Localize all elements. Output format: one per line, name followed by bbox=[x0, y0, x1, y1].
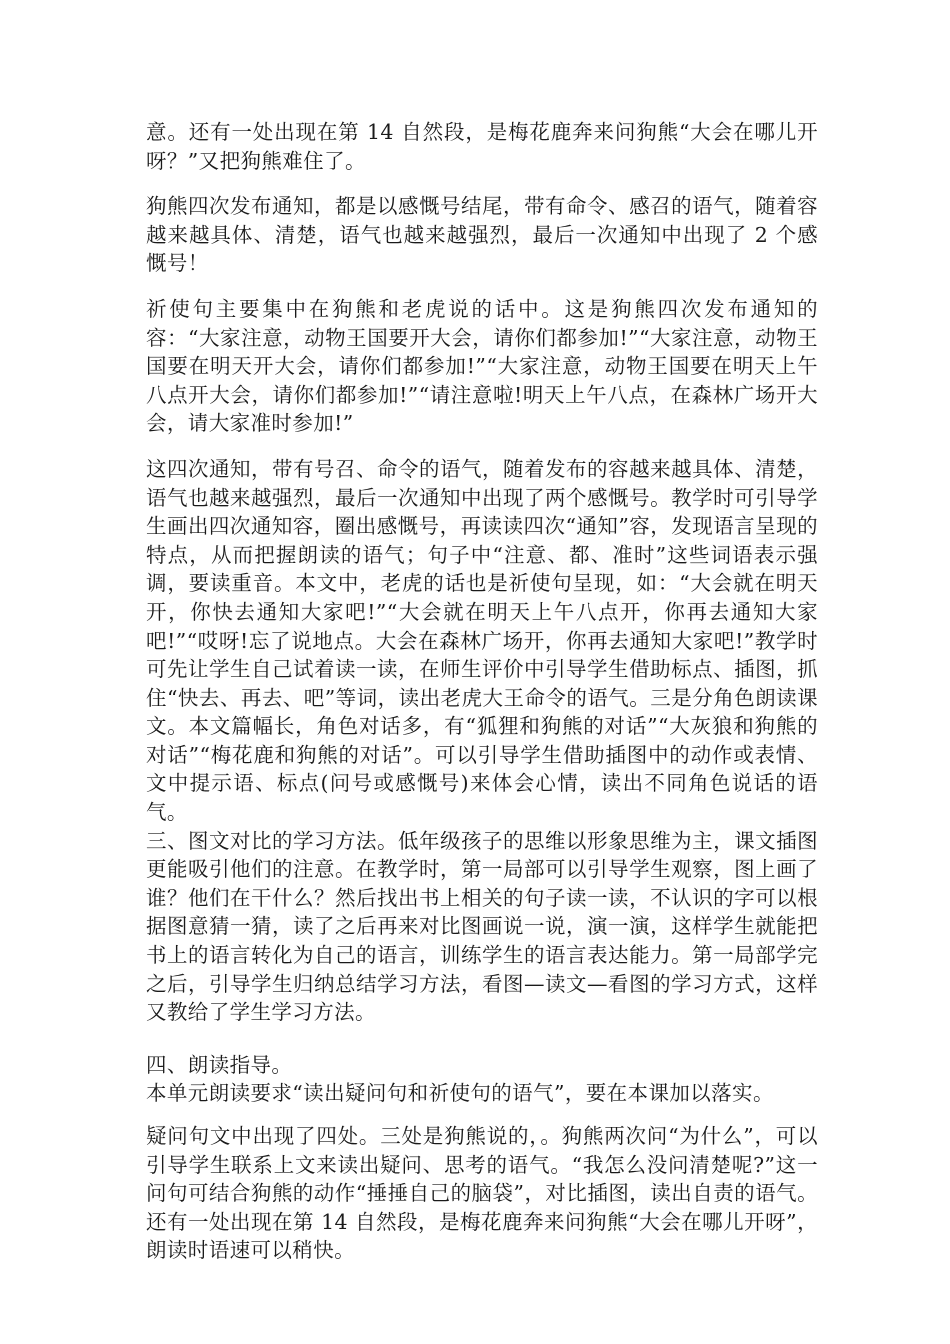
paragraph-3: 祈使句主要集中在狗熊和老虎说的话中。这是狗熊四次发布通知的容：“大家注意，动物王国要开大会，请你们都参加!”“大家注意，动物王国要在明天开大会，请你们都参加!”“大家注意，动物王国要在明天上午八点开大会，请你们都参加!”“请注意啦!明天上午八点，在森林广场开大会，请大家准时参加!” bbox=[146, 296, 818, 436]
section-heading-reading-guidance: 四、朗读指导。 bbox=[146, 1052, 293, 1077]
paragraph-6: 本单元朗读要求“读出疑问句和祈使句的语气”，要在本课加以落实。 bbox=[146, 1081, 774, 1106]
paragraph-7: 疑问句文中出现了四处。三处是狗熊说的，。狗熊两次问“为什么”，可以引导学生联系上文来读出疑问、思考的语气。“我怎么没问清楚呢?”这一问句可结合狗熊的动作“捶捶自己的脑袋”，对比插图，读出自责的语气。还有一处出现在第 14 自然段，是梅花鹿奔来问狗熊“大会在哪儿开呀”，朗读时语速可以稍快。 bbox=[146, 1124, 818, 1263]
paragraph-4: 这四次通知，带有号召、命令的语气，随着发布的容越来越具体、清楚，语气也越来越强烈，最后一次通知中出现了两个感慨号。教学时可引导学生画出四次通知容，圈出感慨号，再读读四次“通知”容，发现语言呈现的特点，从而把握朗读的语气；句子中“注意、都、准时”这些词语表示强调，要读重音。本文中，老虎的话也是祈使句呈现，如：“大会就在明天开，你快去通知大家吧!”“大会就在明天上午八点开，你再去通知大家吧!”“哎呀!忘了说地点。大会在森林广场开，你再去通知大家吧!”教学时可先让学生自己试着读一读，在师生评价中引导学生借助标点、插图，抓住“快去、再去、吧”等词，读出老虎大王命令的语气。三是分角色朗读课文。本文篇幅长，角色对话多，有“狐狸和狗熊的对话”“大灰狼和狗熊的对话”“梅花鹿和狗熊的对话”。可以引导学生借助插图中的动作或表情、文中提示语、标点(问号或感慨号)来体会心情，读出不同角色说话的语气。 bbox=[146, 456, 818, 825]
paragraph-5: 三、图文对比的学习方法。低年级孩子的思维以形象思维为主，课文插图更能吸引他们的注意。在教学时，第一局部可以引导学生观察，图上画了谁？他们在干什么？然后找出书上相关的句子读一读，不认识的字可以根据图意猜一猜，读了之后再来对比图画说一说，演一演，这样学生就能把书上的语言转化为自己的语言，训练学生的语言表达能力。第一局部学完之后，引导学生归纳总结学习方法，看图—读文—看图的学习方式，这样又教给了学生学习方法。 bbox=[146, 828, 818, 1025]
paragraph-1: 意。还有一处出现在第 14 自然段，是梅花鹿奔来问狗熊“大会在哪儿开呀？”又把狗熊难住了。 bbox=[146, 120, 818, 173]
document-page bbox=[146, 118, 818, 1265]
paragraph-2: 狗熊四次发布通知，都是以感慨号结尾，带有命令、感召的语气，随着容越来越具体、清楚，语气也越来越强烈，最后一次通知中出现了 2 个感慨号！ bbox=[146, 194, 818, 276]
